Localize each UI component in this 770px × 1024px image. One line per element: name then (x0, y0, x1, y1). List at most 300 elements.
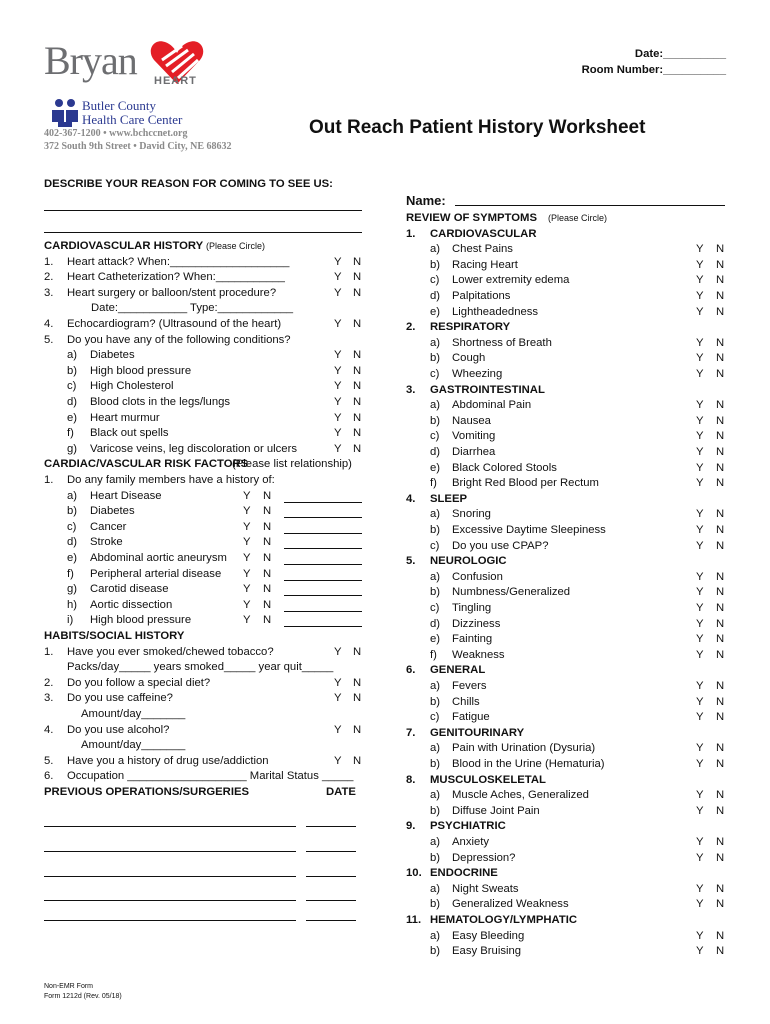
yes-option[interactable]: Y (334, 723, 342, 736)
item-letter: e) (67, 411, 78, 424)
ros-section-heading (406, 773, 726, 789)
yes-option[interactable]: Y (696, 758, 704, 770)
symptom-item (406, 351, 726, 367)
no-option[interactable]: N (716, 648, 725, 661)
date-field[interactable]: Date:__________ (634, 48, 726, 60)
yes-option[interactable]: Y (696, 352, 704, 365)
yes-option[interactable]: Y (696, 898, 704, 911)
section-title: CARDIOVASCULAR (430, 227, 537, 240)
bchc-name-line1: Butler County (82, 98, 157, 113)
section-number: 8. (406, 773, 416, 786)
yes-option[interactable]: Y (334, 396, 342, 408)
bryan-logo-text: Bryan (44, 38, 137, 83)
ros-section-heading (406, 320, 726, 336)
no-option[interactable]: N (353, 255, 362, 268)
item-letter: f) (67, 567, 74, 580)
yes-option[interactable]: Y (696, 742, 704, 755)
yes-option[interactable]: Y (243, 520, 251, 533)
relationship-field[interactable] (284, 580, 362, 581)
yes-option[interactable]: Y (696, 882, 704, 895)
no-option[interactable]: N (716, 633, 725, 646)
risk-item (44, 489, 362, 505)
no-option[interactable]: N (716, 602, 725, 614)
yes-option[interactable]: Y (696, 680, 704, 692)
cardio-question (44, 317, 362, 333)
yes-option[interactable]: Y (334, 255, 342, 268)
symptom-text: Racing Heart (452, 258, 518, 271)
yes-option[interactable]: Y (696, 945, 704, 958)
no-option[interactable]: N (716, 446, 725, 458)
no-option[interactable]: N (716, 695, 725, 708)
item-letter: b) (430, 352, 441, 365)
item-letter: e) (430, 305, 441, 318)
item-text: Carotid disease (90, 583, 169, 596)
symptom-text: Fevers (452, 680, 487, 692)
risk-note: (Please list relationship) (232, 458, 352, 471)
symptom-text: Excessive Daytime Sleepiness (452, 524, 606, 536)
section-number: 9. (406, 820, 416, 833)
yes-option[interactable]: Y (334, 427, 342, 440)
section-number: 7. (406, 726, 416, 739)
section-title: GASTROINTESTINAL (430, 383, 545, 396)
section-title: ENDOCRINE (430, 867, 498, 880)
yes-option[interactable]: Y (696, 477, 704, 490)
symptom-item (406, 273, 726, 289)
yes-option[interactable]: Y (696, 274, 704, 287)
relationship-field[interactable] (284, 517, 362, 518)
no-option[interactable]: N (353, 442, 362, 455)
symptom-item (406, 679, 726, 695)
condition-item (44, 426, 362, 442)
yes-option[interactable]: Y (696, 539, 704, 552)
symptom-item (406, 741, 726, 757)
item-text: Blood clots in the legs/lungs (90, 396, 231, 408)
no-option[interactable]: N (716, 368, 725, 380)
yes-option[interactable]: Y (696, 461, 704, 474)
bchc-contact: 402-367-1200 • www.bchccnet.org (44, 128, 188, 139)
item-letter: e) (67, 552, 78, 564)
symptom-text: Nausea (452, 414, 491, 427)
item-letter: a) (430, 243, 441, 256)
symptom-text: Generalized Weakness (452, 898, 569, 911)
no-option[interactable]: N (716, 399, 725, 412)
item-letter: b) (430, 804, 441, 817)
habits-question (44, 676, 362, 692)
surgery-name-field[interactable] (44, 826, 296, 827)
footer-form-number: Form 1212d (Rev. 05/18) (44, 993, 122, 1000)
surgery-name-field[interactable] (44, 851, 296, 852)
item-letter: a) (430, 570, 441, 583)
no-option[interactable]: N (716, 477, 725, 490)
no-option[interactable]: N (716, 586, 725, 599)
question-text: Echocardiogram? (Ultrasound of the heart) (67, 318, 282, 330)
habits-question (44, 754, 362, 770)
question-number: 5. (44, 333, 54, 346)
no-option[interactable]: N (716, 789, 725, 802)
name-field[interactable] (455, 205, 725, 206)
no-option[interactable]: N (353, 645, 362, 658)
question-number: 1. (44, 255, 54, 268)
surgery-name-field[interactable] (44, 876, 296, 877)
no-option[interactable]: N (716, 524, 725, 536)
section-number: 10. (406, 867, 422, 880)
no-option[interactable]: N (353, 271, 362, 284)
yes-option[interactable]: Y (334, 364, 342, 377)
relationship-field[interactable] (284, 611, 362, 612)
surgery-name-field[interactable] (44, 920, 296, 921)
item-letter: b) (67, 505, 78, 518)
question-number: 2. (44, 271, 54, 284)
symptom-text: Muscle Aches, Generalized (452, 789, 589, 802)
item-letter: a) (430, 929, 441, 942)
no-option[interactable]: N (716, 290, 725, 302)
symptom-text: Confusion (452, 570, 503, 583)
risk-item (44, 520, 362, 536)
yes-option[interactable]: Y (696, 258, 704, 271)
item-letter: b) (430, 695, 441, 708)
surgery-date-field[interactable] (306, 826, 356, 827)
habits-question (44, 660, 362, 676)
question-text: Have you a history of drug use/addiction (67, 754, 269, 767)
no-option[interactable]: N (716, 430, 725, 443)
item-letter: b) (430, 524, 441, 536)
item-letter: c) (430, 368, 440, 380)
yes-option[interactable]: Y (243, 489, 251, 502)
no-option[interactable]: N (353, 380, 362, 393)
no-option[interactable]: N (716, 758, 725, 770)
yes-option[interactable]: Y (696, 804, 704, 817)
symptom-item (406, 617, 726, 633)
item-text: Peripheral arterial disease (90, 567, 222, 580)
no-option[interactable]: N (716, 804, 725, 817)
section-title: GENITOURINARY (430, 726, 525, 739)
item-letter: a) (430, 789, 441, 802)
ros-heading-row (406, 211, 726, 227)
yes-option[interactable]: Y (696, 602, 704, 614)
yes-option[interactable]: Y (696, 399, 704, 412)
no-option[interactable]: N (353, 723, 362, 736)
yes-option[interactable]: Y (334, 380, 342, 393)
yes-option[interactable]: Y (334, 271, 342, 284)
surgery-date-field[interactable] (306, 920, 356, 921)
yes-option[interactable]: Y (696, 430, 704, 443)
item-text: Aortic dissection (90, 598, 173, 611)
surgery-date-field[interactable] (306, 851, 356, 852)
no-option[interactable]: N (716, 243, 725, 256)
item-letter: a) (430, 836, 441, 848)
question-number: 4. (44, 723, 54, 736)
yes-option[interactable]: Y (696, 617, 704, 630)
no-option[interactable]: N (263, 567, 272, 580)
yes-option[interactable]: Y (696, 414, 704, 427)
symptom-item (406, 445, 726, 461)
question-text: Do you follow a special diet? (67, 676, 211, 689)
yes-option[interactable]: Y (696, 243, 704, 256)
relationship-field[interactable] (284, 502, 362, 503)
yes-option[interactable]: Y (334, 286, 342, 299)
relationship-field[interactable] (284, 548, 362, 549)
no-option[interactable]: N (716, 352, 725, 365)
habits-question (44, 707, 362, 723)
surgery-name-field[interactable] (44, 900, 296, 901)
item-letter: a) (430, 508, 441, 521)
no-option[interactable]: N (716, 539, 725, 552)
risk-item (44, 567, 362, 583)
symptom-item (406, 601, 726, 617)
no-option[interactable]: N (716, 570, 725, 583)
no-option[interactable]: N (716, 508, 725, 521)
item-text: Varicose veins, leg discoloration or ulcers (90, 442, 297, 455)
no-option[interactable]: N (263, 505, 272, 518)
habits-question (44, 723, 362, 739)
symptom-text: Wheezing (452, 368, 503, 380)
no-option[interactable]: N (263, 614, 272, 627)
symptom-text: Lower extremity edema (452, 274, 570, 287)
risk-item (44, 598, 362, 614)
no-option[interactable]: N (353, 349, 362, 362)
symptom-text: Cough (452, 352, 486, 365)
yes-option[interactable]: Y (243, 552, 251, 564)
yes-option[interactable]: Y (334, 676, 342, 689)
relationship-field[interactable] (284, 595, 362, 596)
yes-option[interactable]: Y (696, 336, 704, 349)
risk-item (44, 613, 362, 629)
symptom-text: Snoring (452, 508, 491, 521)
yes-option[interactable]: Y (696, 368, 704, 380)
reason-line-2[interactable] (44, 232, 362, 233)
item-letter: a) (67, 489, 78, 502)
yes-option[interactable]: Y (696, 789, 704, 802)
question-number: 6. (44, 770, 54, 783)
yes-option[interactable]: Y (243, 583, 251, 596)
symptom-item (406, 305, 726, 321)
no-option[interactable]: N (716, 711, 725, 724)
relationship-field[interactable] (284, 564, 362, 565)
footer-form-type: Non-EMR Form (44, 983, 94, 990)
no-option[interactable]: N (263, 598, 272, 611)
no-option[interactable]: N (353, 411, 362, 424)
item-letter: d) (430, 446, 441, 458)
yes-option[interactable]: Y (696, 633, 704, 646)
symptom-text: Chills (452, 695, 480, 708)
cardio-question (44, 333, 362, 349)
no-option[interactable]: N (716, 461, 725, 474)
no-option[interactable]: N (263, 536, 272, 549)
condition-item (44, 442, 362, 458)
item-letter: c) (67, 520, 77, 533)
symptom-item (406, 897, 726, 913)
yes-option[interactable]: Y (696, 524, 704, 536)
no-option[interactable]: N (716, 414, 725, 427)
item-letter: a) (430, 680, 441, 692)
no-option[interactable]: N (716, 258, 725, 271)
item-letter: a) (430, 882, 441, 895)
item-text: Cancer (90, 520, 127, 533)
no-option[interactable]: N (353, 286, 362, 299)
bryan-heart-label: HEART (154, 75, 197, 87)
yes-option[interactable]: Y (334, 411, 342, 424)
no-option[interactable]: N (716, 836, 725, 848)
relationship-field[interactable] (284, 533, 362, 534)
yes-option[interactable]: Y (696, 508, 704, 521)
symptom-text: Palpitations (452, 290, 511, 302)
item-letter: c) (430, 274, 440, 287)
room-number-field[interactable]: Room Number:__________ (581, 64, 726, 76)
question-text: Amount/day_______ (81, 739, 186, 752)
no-option[interactable]: N (716, 851, 725, 864)
habits-question (44, 645, 362, 661)
no-option[interactable]: N (716, 305, 725, 318)
symptom-text: Diffuse Joint Pain (452, 804, 540, 817)
yes-option[interactable]: Y (334, 692, 342, 705)
ros-section-heading (406, 383, 726, 399)
no-option[interactable]: N (716, 617, 725, 630)
yes-option[interactable]: Y (696, 836, 704, 848)
question-text: Packs/day_____ years smoked_____ year quit_____ (67, 661, 334, 674)
symptom-item (406, 476, 726, 492)
yes-option[interactable]: Y (243, 567, 251, 580)
question-text: Do you have any of the following conditions? (67, 333, 291, 346)
no-option[interactable]: N (716, 742, 725, 755)
symptom-item (406, 289, 726, 305)
no-option[interactable]: N (353, 318, 362, 330)
no-option[interactable]: N (353, 754, 362, 767)
section-title: RESPIRATORY (430, 321, 511, 334)
no-option[interactable]: N (353, 676, 362, 689)
yes-option[interactable]: Y (696, 570, 704, 583)
surgery-date-field[interactable] (306, 876, 356, 877)
cardio-question (44, 270, 362, 286)
section-title: PSYCHIATRIC (430, 820, 506, 833)
yes-option[interactable]: Y (696, 695, 704, 708)
no-option[interactable]: N (716, 274, 725, 287)
item-letter: c) (430, 430, 440, 443)
symptom-item (406, 398, 726, 414)
name-text: Name: (406, 193, 446, 208)
ros-heading: REVIEW OF SYMPTOMS (406, 212, 537, 224)
section-number: 2. (406, 321, 416, 334)
symptom-item (406, 367, 726, 383)
surgery-date-field[interactable] (306, 900, 356, 901)
no-option[interactable]: N (716, 929, 725, 942)
item-letter: b) (430, 898, 441, 911)
yes-option[interactable]: Y (243, 536, 251, 549)
question-number: 4. (44, 318, 54, 330)
no-option[interactable]: N (263, 552, 272, 564)
yes-option[interactable]: Y (243, 505, 251, 518)
no-option[interactable]: N (716, 680, 725, 692)
symptom-text: Vomiting (452, 430, 496, 443)
no-option[interactable]: N (353, 364, 362, 377)
symptom-text: Bright Red Blood per Rectum (452, 477, 599, 490)
relationship-field[interactable] (284, 626, 362, 627)
symptom-text: Tingling (452, 602, 492, 614)
yes-option[interactable]: Y (696, 929, 704, 942)
yes-option[interactable]: Y (696, 648, 704, 661)
no-option[interactable]: N (716, 945, 725, 958)
no-option[interactable]: N (716, 882, 725, 895)
item-letter: c) (430, 711, 440, 724)
yes-option[interactable]: Y (243, 598, 251, 611)
page-title: Out Reach Patient History Worksheet (309, 117, 646, 138)
habits-heading-row (44, 629, 362, 645)
symptom-item (406, 523, 726, 539)
symptom-text: Pain with Urination (Dysuria) (452, 742, 596, 755)
yes-option[interactable]: Y (334, 349, 342, 362)
item-text: Abdominal aortic aneurysm (90, 552, 227, 564)
surgeries-heading: PREVIOUS OPERATIONS/SURGERIES (44, 786, 250, 798)
reason-line-1[interactable] (44, 210, 362, 211)
symptom-item (406, 788, 726, 804)
cardio-heading-row (44, 239, 362, 255)
habits-heading: HABITS/SOCIAL HISTORY (44, 630, 185, 642)
item-text: Stroke (90, 536, 123, 549)
section-number: 5. (406, 555, 416, 568)
symptom-item (406, 570, 726, 586)
symptom-text: Night Sweats (452, 882, 519, 895)
yes-option[interactable]: Y (334, 318, 342, 330)
item-letter: a) (430, 399, 441, 412)
question-number: 3. (44, 286, 54, 299)
question-text: Amount/day_______ (81, 708, 186, 720)
no-option[interactable]: N (263, 520, 272, 533)
yes-option[interactable]: Y (696, 711, 704, 724)
item-text: Black out spells (90, 427, 169, 440)
symptom-item (406, 461, 726, 477)
yes-option[interactable]: Y (334, 442, 342, 455)
yes-option[interactable]: Y (696, 305, 704, 318)
symptom-item (406, 336, 726, 352)
symptom-item (406, 929, 726, 945)
item-letter: f) (430, 477, 437, 490)
yes-option[interactable]: Y (696, 446, 704, 458)
symptom-item (406, 585, 726, 601)
yes-option[interactable]: Y (334, 754, 342, 767)
item-letter: f) (67, 427, 74, 440)
item-letter: g) (67, 583, 78, 596)
question-text: Do you use caffeine? (67, 692, 173, 705)
item-letter: g) (67, 442, 78, 455)
yes-option[interactable]: Y (696, 290, 704, 302)
yes-option[interactable]: Y (334, 645, 342, 658)
no-option[interactable]: N (353, 427, 362, 440)
no-option[interactable]: N (353, 396, 362, 408)
ros-section-heading (406, 663, 726, 679)
item-text: Heart murmur (90, 411, 160, 424)
people-icon (50, 98, 80, 128)
no-option[interactable]: N (263, 489, 272, 502)
no-option[interactable]: N (263, 583, 272, 596)
no-option[interactable]: N (353, 692, 362, 705)
yes-option[interactable]: Y (243, 614, 251, 627)
section-number: 6. (406, 664, 416, 677)
item-letter: a) (430, 336, 441, 349)
symptom-text: Abdominal Pain (452, 399, 532, 412)
symptom-text: Blood in the Urine (Hematuria) (452, 758, 605, 770)
symptom-item (406, 632, 726, 648)
cardio-question (44, 286, 362, 302)
item-letter: b) (430, 945, 441, 958)
no-option[interactable]: N (716, 898, 725, 911)
symptom-text: Weakness (452, 648, 505, 661)
condition-item (44, 379, 362, 395)
risk-item (44, 535, 362, 551)
yes-option[interactable]: Y (696, 586, 704, 599)
item-letter: b) (430, 414, 441, 427)
no-option[interactable]: N (716, 336, 725, 349)
item-text: Heart Disease (90, 489, 162, 502)
yes-option[interactable]: Y (696, 851, 704, 864)
